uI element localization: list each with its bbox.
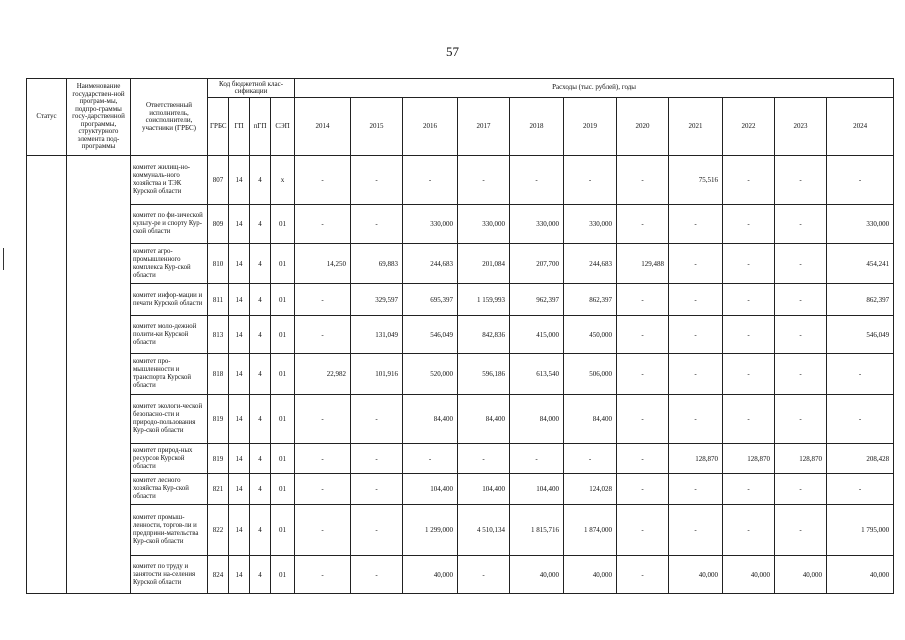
expense-cell-2023: - (775, 205, 827, 244)
expense-cell-2021: - (669, 354, 723, 395)
table-row (27, 244, 894, 284)
pgp-cell: 4 (250, 156, 271, 205)
expense-cell-2018: 207,700 (510, 244, 564, 284)
header-year: 2020 (617, 98, 669, 156)
expense-cell-2023: - (775, 395, 827, 444)
header-gp: ГП (229, 98, 250, 156)
gp-cell: 14 (229, 556, 250, 594)
expense-cell-2021: - (669, 205, 723, 244)
expense-cell-2024: - (827, 474, 894, 505)
table-row (27, 316, 894, 354)
expense-cell-2016: 546,049 (403, 316, 458, 354)
expense-cell-2018: 613,540 (510, 354, 564, 395)
gp-cell: 14 (229, 244, 250, 284)
header-year: 2014 (295, 98, 351, 156)
expense-cell-2019: - (564, 444, 617, 474)
expense-cell-2016: 40,000 (403, 556, 458, 594)
expense-cell-2017: - (458, 444, 510, 474)
expense-cell-2019: 506,000 (564, 354, 617, 395)
expense-cell-2018: 415,000 (510, 316, 564, 354)
table-row (27, 444, 894, 474)
expense-cell-2015: - (351, 205, 403, 244)
header-pgp: пГП (250, 98, 271, 156)
expense-cell-2024: 454,241 (827, 244, 894, 284)
table-row (27, 505, 894, 556)
executor-cell: комитет инфор-мации и печати Курской области (131, 284, 208, 316)
grbs-cell: 821 (208, 474, 229, 505)
expense-cell-2021: - (669, 474, 723, 505)
expense-cell-2017: 596,186 (458, 354, 510, 395)
header-year: 2021 (669, 98, 723, 156)
pgp-cell: 4 (250, 556, 271, 594)
name-cell (67, 156, 131, 594)
header-year: 2018 (510, 98, 564, 156)
pgp-cell: 4 (250, 244, 271, 284)
expense-cell-2020: - (617, 505, 669, 556)
pgp-cell: 4 (250, 505, 271, 556)
gp-cell: 14 (229, 205, 250, 244)
expense-cell-2017: 842,836 (458, 316, 510, 354)
expense-cell-2014: - (295, 284, 351, 316)
budget-table (26, 78, 894, 594)
expense-cell-2023: 40,000 (775, 556, 827, 594)
gp-cell: 14 (229, 316, 250, 354)
expense-cell-2016: 244,683 (403, 244, 458, 284)
expense-cell-2024: - (827, 395, 894, 444)
expense-cell-2024: 40,000 (827, 556, 894, 594)
expense-cell-2020: - (617, 316, 669, 354)
expense-cell-2018: 330,000 (510, 205, 564, 244)
header-grbs: ГРБС (208, 98, 229, 156)
expense-cell-2014: 14,250 (295, 244, 351, 284)
gp-cell: 14 (229, 474, 250, 505)
table-row (27, 354, 894, 395)
expense-cell-2018: 962,397 (510, 284, 564, 316)
executor-cell: комитет природ-ных ресурсов Курской области (131, 444, 208, 474)
header-year: 2022 (723, 98, 775, 156)
expense-cell-2019: 1 874,000 (564, 505, 617, 556)
executor-cell: комитет жилищ-но-коммуналь-ного хозяйства и ТЭК Курской области (131, 156, 208, 205)
expense-cell-2017: 4 510,134 (458, 505, 510, 556)
gp-cell: 14 (229, 505, 250, 556)
gp-cell: 14 (229, 156, 250, 205)
expense-cell-2020: - (617, 474, 669, 505)
grbs-cell: 819 (208, 395, 229, 444)
expense-cell-2020: - (617, 205, 669, 244)
expense-cell-2021: 75,516 (669, 156, 723, 205)
expense-cell-2017: - (458, 156, 510, 205)
table-row (27, 395, 894, 444)
expense-cell-2016: 520,000 (403, 354, 458, 395)
sep-cell: 01 (271, 556, 295, 594)
header-status: Статус (27, 79, 67, 156)
expense-cell-2021: - (669, 284, 723, 316)
expense-cell-2019: 450,000 (564, 316, 617, 354)
expense-cell-2019: 40,000 (564, 556, 617, 594)
expense-cell-2015: 329,597 (351, 284, 403, 316)
grbs-cell: 819 (208, 444, 229, 474)
expense-cell-2021: 40,000 (669, 556, 723, 594)
expense-cell-2018: 104,400 (510, 474, 564, 505)
header-year: 2016 (403, 98, 458, 156)
expense-cell-2020: - (617, 556, 669, 594)
expense-cell-2015: - (351, 395, 403, 444)
expense-cell-2022: - (723, 316, 775, 354)
executor-cell: комитет агро-промышленного комплекса Кур-ской области (131, 244, 208, 284)
expense-cell-2022: 128,870 (723, 444, 775, 474)
gp-cell: 14 (229, 444, 250, 474)
executor-cell: комитет промыш-ленности, торгов-ли и предприни-мательства Кур-ской области (131, 505, 208, 556)
expense-cell-2014: - (295, 474, 351, 505)
expense-cell-2024: 546,049 (827, 316, 894, 354)
page-number: 57 (446, 44, 459, 59)
expense-cell-2020: - (617, 284, 669, 316)
header-year: 2015 (351, 98, 403, 156)
expense-cell-2023: - (775, 316, 827, 354)
sep-cell: 01 (271, 395, 295, 444)
header-sep: СЭП (271, 98, 295, 156)
expense-cell-2023: - (775, 354, 827, 395)
expense-cell-2014: - (295, 395, 351, 444)
expense-cell-2017: 84,400 (458, 395, 510, 444)
expense-cell-2016: - (403, 444, 458, 474)
expense-cell-2023: - (775, 505, 827, 556)
expense-cell-2018: 84,000 (510, 395, 564, 444)
table-body (27, 156, 894, 594)
expense-cell-2019: 862,397 (564, 284, 617, 316)
gp-cell: 14 (229, 284, 250, 316)
table-row (27, 474, 894, 505)
expense-cell-2015: 131,049 (351, 316, 403, 354)
expense-cell-2022: - (723, 505, 775, 556)
expense-cell-2024: - (827, 354, 894, 395)
table-row (27, 284, 894, 316)
expense-cell-2017: - (458, 556, 510, 594)
sep-cell: 01 (271, 444, 295, 474)
expense-cell-2020: - (617, 354, 669, 395)
expense-cell-2018: - (510, 156, 564, 205)
grbs-cell: 822 (208, 505, 229, 556)
expense-cell-2022: - (723, 205, 775, 244)
expense-cell-2019: 84,400 (564, 395, 617, 444)
table-row (27, 205, 894, 244)
expense-cell-2024: 1 795,000 (827, 505, 894, 556)
executor-cell: комитет про-мышленности и транспорта Курской области (131, 354, 208, 395)
expense-cell-2015: - (351, 505, 403, 556)
pgp-cell: 4 (250, 444, 271, 474)
pgp-cell: 4 (250, 316, 271, 354)
header-year: 2019 (564, 98, 617, 156)
expense-cell-2016: - (403, 156, 458, 205)
expense-cell-2023: - (775, 474, 827, 505)
expense-cell-2021: - (669, 505, 723, 556)
expense-cell-2015: 69,883 (351, 244, 403, 284)
expense-cell-2015: - (351, 556, 403, 594)
expense-cell-2019: 330,000 (564, 205, 617, 244)
grbs-cell: 824 (208, 556, 229, 594)
expense-cell-2023: - (775, 156, 827, 205)
pgp-cell: 4 (250, 395, 271, 444)
expense-cell-2023: 128,870 (775, 444, 827, 474)
sep-cell: 01 (271, 354, 295, 395)
expense-cell-2015: 101,916 (351, 354, 403, 395)
executor-cell: комитет по труду и занятости на-селения Курской области (131, 556, 208, 594)
pgp-cell: 4 (250, 205, 271, 244)
table-row (27, 556, 894, 594)
sep-cell: 01 (271, 284, 295, 316)
sep-cell: 01 (271, 244, 295, 284)
expense-cell-2015: - (351, 156, 403, 205)
expense-cell-2022: - (723, 354, 775, 395)
sep-cell: х (271, 156, 295, 205)
expense-cell-2018: 40,000 (510, 556, 564, 594)
header-year: 2024 (827, 98, 894, 156)
expense-cell-2019: 124,028 (564, 474, 617, 505)
expense-cell-2018: - (510, 444, 564, 474)
expense-cell-2021: - (669, 395, 723, 444)
header-code-group: Код бюджетной клас-сификации (208, 79, 295, 98)
table-row (27, 156, 894, 205)
expense-cell-2020: 129,488 (617, 244, 669, 284)
expense-cell-2017: 201,084 (458, 244, 510, 284)
expense-cell-2021: - (669, 244, 723, 284)
expense-cell-2021: - (669, 316, 723, 354)
expense-cell-2017: 104,400 (458, 474, 510, 505)
expense-cell-2023: - (775, 284, 827, 316)
header-name: Наименование государствен-ной програм-мы, подпро-граммы госу-дарственной программы, структурного элемента под-программы (67, 79, 131, 156)
margin-mark (3, 248, 4, 270)
expense-cell-2014: - (295, 205, 351, 244)
expense-cell-2022: - (723, 156, 775, 205)
gp-cell: 14 (229, 395, 250, 444)
pgp-cell: 4 (250, 474, 271, 505)
sep-cell: 01 (271, 474, 295, 505)
expense-cell-2022: - (723, 244, 775, 284)
expense-cell-2021: 128,870 (669, 444, 723, 474)
expense-cell-2022: - (723, 284, 775, 316)
expense-cell-2020: - (617, 156, 669, 205)
header-year: 2017 (458, 98, 510, 156)
expense-cell-2016: 84,400 (403, 395, 458, 444)
grbs-cell: 810 (208, 244, 229, 284)
header-expenses-group: Расходы (тыс. рублей), годы (295, 79, 894, 98)
header-executor: Ответственный исполнитель, соисполнители, участники (ГРБС) (131, 79, 208, 156)
expense-cell-2015: - (351, 444, 403, 474)
expense-cell-2023: - (775, 244, 827, 284)
expense-cell-2019: - (564, 156, 617, 205)
expense-cell-2016: 1 299,000 (403, 505, 458, 556)
gp-cell: 14 (229, 354, 250, 395)
grbs-cell: 809 (208, 205, 229, 244)
header-year: 2023 (775, 98, 827, 156)
sep-cell: 01 (271, 316, 295, 354)
expense-cell-2016: 330,000 (403, 205, 458, 244)
executor-cell: комитет лесного хозяйства Кур-ской области (131, 474, 208, 505)
executor-cell: комитет по фи-зической культу-ре и спорту Кур-ской области (131, 205, 208, 244)
pgp-cell: 4 (250, 354, 271, 395)
expense-cell-2024: - (827, 156, 894, 205)
expense-cell-2014: - (295, 316, 351, 354)
grbs-cell: 807 (208, 156, 229, 205)
expense-cell-2020: - (617, 395, 669, 444)
expense-cell-2014: - (295, 444, 351, 474)
grbs-cell: 813 (208, 316, 229, 354)
sep-cell: 01 (271, 505, 295, 556)
table-header (27, 79, 894, 156)
expense-cell-2017: 330,000 (458, 205, 510, 244)
grbs-cell: 811 (208, 284, 229, 316)
expense-cell-2024: 208,428 (827, 444, 894, 474)
status-cell (27, 156, 67, 594)
expense-cell-2019: 244,683 (564, 244, 617, 284)
expense-cell-2014: - (295, 156, 351, 205)
grbs-cell: 818 (208, 354, 229, 395)
expense-cell-2024: 862,397 (827, 284, 894, 316)
expense-cell-2014: 22,982 (295, 354, 351, 395)
expense-cell-2014: - (295, 556, 351, 594)
executor-cell: комитет моло-дежной полити-ки Курской области (131, 316, 208, 354)
expense-cell-2015: - (351, 474, 403, 505)
expense-cell-2024: 330,000 (827, 205, 894, 244)
sep-cell: 01 (271, 205, 295, 244)
expense-cell-2014: - (295, 505, 351, 556)
expense-cell-2017: 1 159,993 (458, 284, 510, 316)
expense-cell-2020: - (617, 444, 669, 474)
executor-cell: комитет экологи-ческой безопасно-сти и природо-пользования Кур-ской области (131, 395, 208, 444)
expense-cell-2022: 40,000 (723, 556, 775, 594)
expense-cell-2022: - (723, 474, 775, 505)
expense-cell-2016: 104,400 (403, 474, 458, 505)
expense-cell-2016: 695,397 (403, 284, 458, 316)
expense-cell-2022: - (723, 395, 775, 444)
expense-cell-2018: 1 815,716 (510, 505, 564, 556)
pgp-cell: 4 (250, 284, 271, 316)
